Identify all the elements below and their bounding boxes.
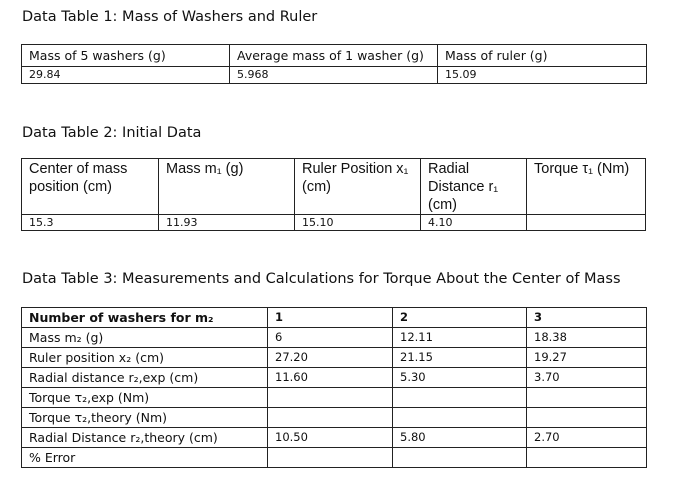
table-cell: 27.20 bbox=[268, 348, 393, 368]
table-cell: 5.80 bbox=[393, 428, 527, 448]
table-cell bbox=[527, 448, 647, 468]
header-cell: Torque τ₁ (Nm) bbox=[527, 159, 646, 215]
table-cell bbox=[268, 448, 393, 468]
table-cell: 15.10 bbox=[295, 215, 421, 231]
table-cell: 15.3 bbox=[22, 215, 159, 231]
table-cell: 6 bbox=[268, 328, 393, 348]
row-label-cell: Radial Distance r₂,theory (cm) bbox=[22, 428, 268, 448]
table-cell bbox=[527, 215, 646, 231]
row-label-cell: Radial distance r₂,exp (cm) bbox=[22, 368, 268, 388]
table-cell: 19.27 bbox=[527, 348, 647, 368]
washers-ruler-mass-table bbox=[21, 44, 647, 84]
table-cell bbox=[527, 388, 647, 408]
table-cell: 29.84 bbox=[22, 67, 230, 84]
table-cell: 2 bbox=[393, 308, 527, 328]
row-label-cell: Torque τ₂,theory (Nm) bbox=[22, 408, 268, 428]
table-cell: 12.11 bbox=[393, 328, 527, 348]
table-row bbox=[22, 448, 647, 468]
table-cell bbox=[268, 408, 393, 428]
table-row bbox=[22, 428, 647, 448]
table-cell: 3.70 bbox=[527, 368, 647, 388]
header-cell: Mass of ruler (g) bbox=[438, 45, 647, 67]
header-cell: Average mass of 1 washer (g) bbox=[230, 45, 438, 67]
table-row bbox=[22, 408, 647, 428]
table-row bbox=[22, 328, 647, 348]
table-row bbox=[22, 388, 647, 408]
row-label-cell: Mass m₂ (g) bbox=[22, 328, 268, 348]
row-label-cell: Ruler position x₂ (cm) bbox=[22, 348, 268, 368]
table-cell bbox=[393, 408, 527, 428]
row-label-cell: % Error bbox=[22, 448, 268, 468]
row-label-cell: Torque τ₂,exp (Nm) bbox=[22, 388, 268, 408]
table-cell bbox=[393, 388, 527, 408]
table-cell bbox=[393, 448, 527, 468]
table-cell: 10.50 bbox=[268, 428, 393, 448]
table-row bbox=[22, 348, 647, 368]
table-cell: 21.15 bbox=[393, 348, 527, 368]
table-cell: 5.968 bbox=[230, 67, 438, 84]
table-header-row bbox=[22, 308, 647, 328]
header-cell: Mass m₁ (g) bbox=[159, 159, 295, 215]
table-cell bbox=[268, 388, 393, 408]
table-cell: 11.60 bbox=[268, 368, 393, 388]
header-cell: Mass of 5 washers (g) bbox=[22, 45, 230, 67]
table-cell bbox=[527, 408, 647, 428]
header-cell: Radial Distance r₁ (cm) bbox=[421, 159, 527, 215]
initial-data-table bbox=[21, 158, 646, 231]
table3-title: Data Table 3: Measurements and Calculations for Torque About the Center of Mass bbox=[22, 271, 621, 287]
table-cell: 4.10 bbox=[421, 215, 527, 231]
table2-title: Data Table 2: Initial Data bbox=[22, 125, 202, 141]
table-cell: 15.09 bbox=[438, 67, 647, 84]
header-cell: Center of mass position (cm) bbox=[22, 159, 159, 215]
table-row bbox=[22, 368, 647, 388]
table-header-row bbox=[22, 159, 646, 215]
table-cell: 5.30 bbox=[393, 368, 527, 388]
torque-measurements-table bbox=[21, 307, 647, 468]
table-row bbox=[22, 67, 647, 84]
table-cell: 18.38 bbox=[527, 328, 647, 348]
table1-title: Data Table 1: Mass of Washers and Ruler bbox=[22, 9, 318, 25]
table-row bbox=[22, 215, 646, 231]
row-label-cell: Number of washers for m₂ bbox=[22, 308, 268, 328]
table-cell: 3 bbox=[527, 308, 647, 328]
table-cell: 1 bbox=[268, 308, 393, 328]
header-cell: Ruler Position x₁ (cm) bbox=[295, 159, 421, 215]
table-cell: 11.93 bbox=[159, 215, 295, 231]
table-cell: 2.70 bbox=[527, 428, 647, 448]
table-header-row bbox=[22, 45, 647, 67]
